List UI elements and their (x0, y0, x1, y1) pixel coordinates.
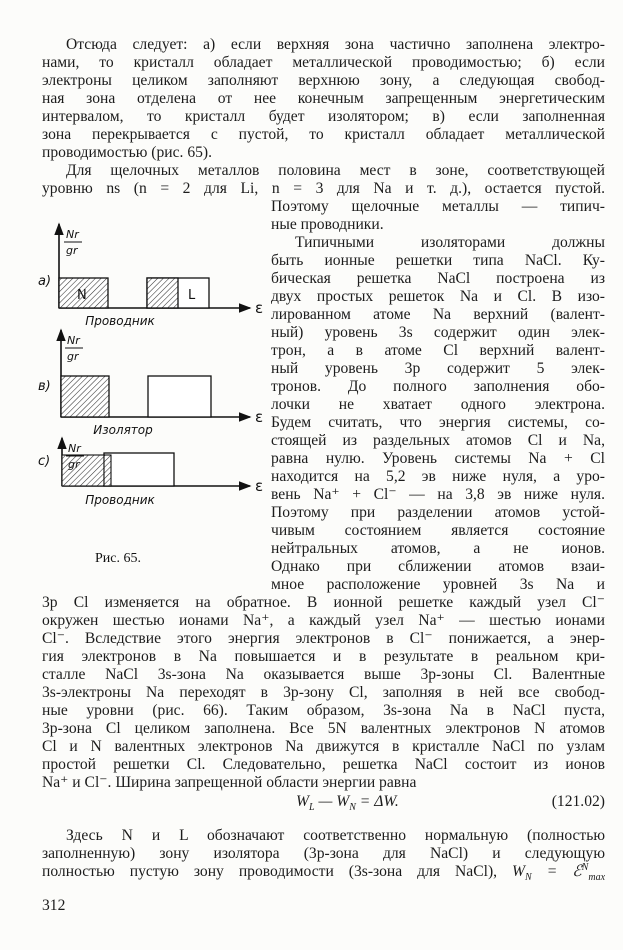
text-line: гия электронов в Na повышается и в результате в реальном кри- (42, 648, 605, 665)
text-line: тронов. До полного заполнения обо- (271, 378, 605, 395)
band-l (104, 453, 174, 486)
equation-formula: $W_L$ — $W_N = \Delta W$. (296, 793, 399, 814)
text-line: интервалом, то кристалл будет изолятором; в) если заполненная (42, 108, 605, 125)
text-line: быть ионные решетки типа NaCl. Ку- (271, 252, 605, 269)
panel-caption: Проводник (85, 493, 155, 507)
text-line: ный) уровень 3s содержит один элек- (271, 324, 605, 341)
text-line: вень Na⁺ + Cl⁻ — на 3,8 эв ниже нуля. (271, 486, 605, 503)
panel-caption: Изолятор (93, 423, 153, 437)
text-line: равна нулю. Уровень системы Na + Cl (271, 450, 605, 467)
text-line: полностью пустую зону проводимости (3s-зона для NaCl), (42, 863, 498, 880)
page-number: 312 (42, 897, 66, 914)
y-label-denominator: gr (67, 350, 79, 363)
text-line: мное расположение уровней 3s Na и (271, 576, 605, 593)
panel-caption: Проводник (85, 314, 155, 328)
inline-formula: $W_N$ = ℰ$^N_{max}$ (512, 861, 606, 884)
text-line: Поэтому при разделении атомов устой- (271, 504, 605, 521)
panel-tag: а) (38, 274, 52, 289)
band-l-filled-part (147, 278, 178, 308)
text-line: Будем считать, что энергия системы, со- (271, 414, 605, 431)
text-line: стоящей из раздельных атомов Cl и Na, (271, 432, 605, 449)
y-label-numerator: Nr (68, 442, 81, 455)
x-label: ε (255, 408, 264, 426)
x-label: ε (255, 477, 264, 495)
text-line: Поэтому щелочные металлы — типич- (271, 198, 605, 215)
text-line: ные проводники. (271, 216, 384, 233)
panel-c (38, 438, 263, 507)
text-line: лированном атоме Na верхний (валент- (271, 306, 605, 323)
text-line: ный уровень 3p содержит 5 элек- (271, 360, 605, 377)
y-label-denominator: gr (66, 244, 78, 257)
text-line: лочки не хватает одного электрона. (271, 396, 605, 413)
text-line: Здесь N и L обозначают соответственно нормальную (полностью (66, 827, 605, 844)
text-line: Na⁺ и Cl⁻. Ширина запрещенной области энергии равна (42, 774, 417, 791)
text-line: Cl⁻. Вследствие этого энергия электронов в Cl⁻ понижается, а энер- (42, 630, 605, 647)
text-line: проводимостью (рис. 65). (42, 144, 213, 161)
panel-b (38, 330, 263, 437)
figure-caption: Рис. 65. (95, 551, 141, 566)
x-label: ε (255, 299, 264, 317)
band-overlap-filled (104, 455, 111, 486)
text-line: 3p Cl изменяется на обратное. В ионной решетке каждый узел Cl⁻ (42, 594, 605, 611)
text-line: простой решетки Cl. Следовательно, решетка NaCl состоит из ионов (42, 756, 605, 773)
text-line: электроны целиком заполняют верхнюю зону, а следующая свобод- (42, 72, 605, 89)
text-line: уровню ns (n = 2 для Li, n = 3 для Na и т. д.), остается пустой. (42, 180, 605, 197)
text-line: сталле NaCl 3s-зона Na оказывается выше 3p-зоны Cl. Валентные (42, 666, 605, 683)
text-line: Однако при сближении атомов взаи- (271, 558, 605, 575)
text-line: Типичными изоляторами должны (295, 234, 605, 251)
text-line: бическая решетка NaCl построена из (271, 270, 605, 287)
y-label-denominator: gr (68, 458, 80, 471)
text-line: зона перекрывается с пустой, то кристалл обладает металлической (42, 126, 605, 143)
y-label-numerator: Nr (66, 228, 79, 241)
panel-tag: в) (38, 379, 51, 394)
y-label-numerator: Nr (67, 334, 80, 347)
text-line: двух простых решеток Na и Cl. В изо- (271, 288, 605, 305)
text-line: Cl и N валентных электронов Na движутся в кристалле NaCl по узлам (42, 738, 605, 755)
equation-number: (121.02) (551, 793, 605, 810)
text-line: Отсюда следует: а) если верхняя зона частично заполнена электро- (66, 36, 605, 53)
text-line: ные уровни (рис. 66). Таким образом, 3s-зона Na в NaCl пуста, (42, 702, 605, 719)
text-line: 3p-зона Cl целиком заполнена. Все 5N валентных электронов N атомов (42, 720, 605, 737)
panel-tag: с) (38, 454, 51, 469)
text-line: трон, а в атоме Cl верхний валент- (271, 342, 605, 359)
band-label-n: N (77, 288, 87, 303)
text-line: окружен шестью ионами Na⁺, а каждый узел Na⁺ — шестью ионами (42, 612, 605, 629)
text-line: 3s-электроны Na переходят в 3p-зону Cl, заполняя в ней все свобод- (42, 684, 605, 701)
band-l-empty (148, 376, 211, 417)
band-n-filled (61, 376, 109, 417)
panel-a (38, 224, 263, 328)
text-line: нами, то кристалл обладает металлической проводимостью; б) если (42, 54, 605, 71)
text-line: нейтральных атомов, а не ионов. (271, 540, 605, 557)
text-line: Для щелочных металлов половина мест в зоне, соответствующей (66, 162, 605, 179)
band-label-l: L (188, 288, 196, 303)
text-line: находится на 5,2 эв ниже нуля, а уро- (271, 468, 605, 485)
text-line: заполненную) зону изолятора (3p-зона для NaCl) и следующую (42, 845, 605, 862)
text-line: чивым состоянием является состояние (271, 522, 605, 539)
text-line: ная зона отделена от нее конечным запрещенным энергетическим (42, 90, 605, 107)
